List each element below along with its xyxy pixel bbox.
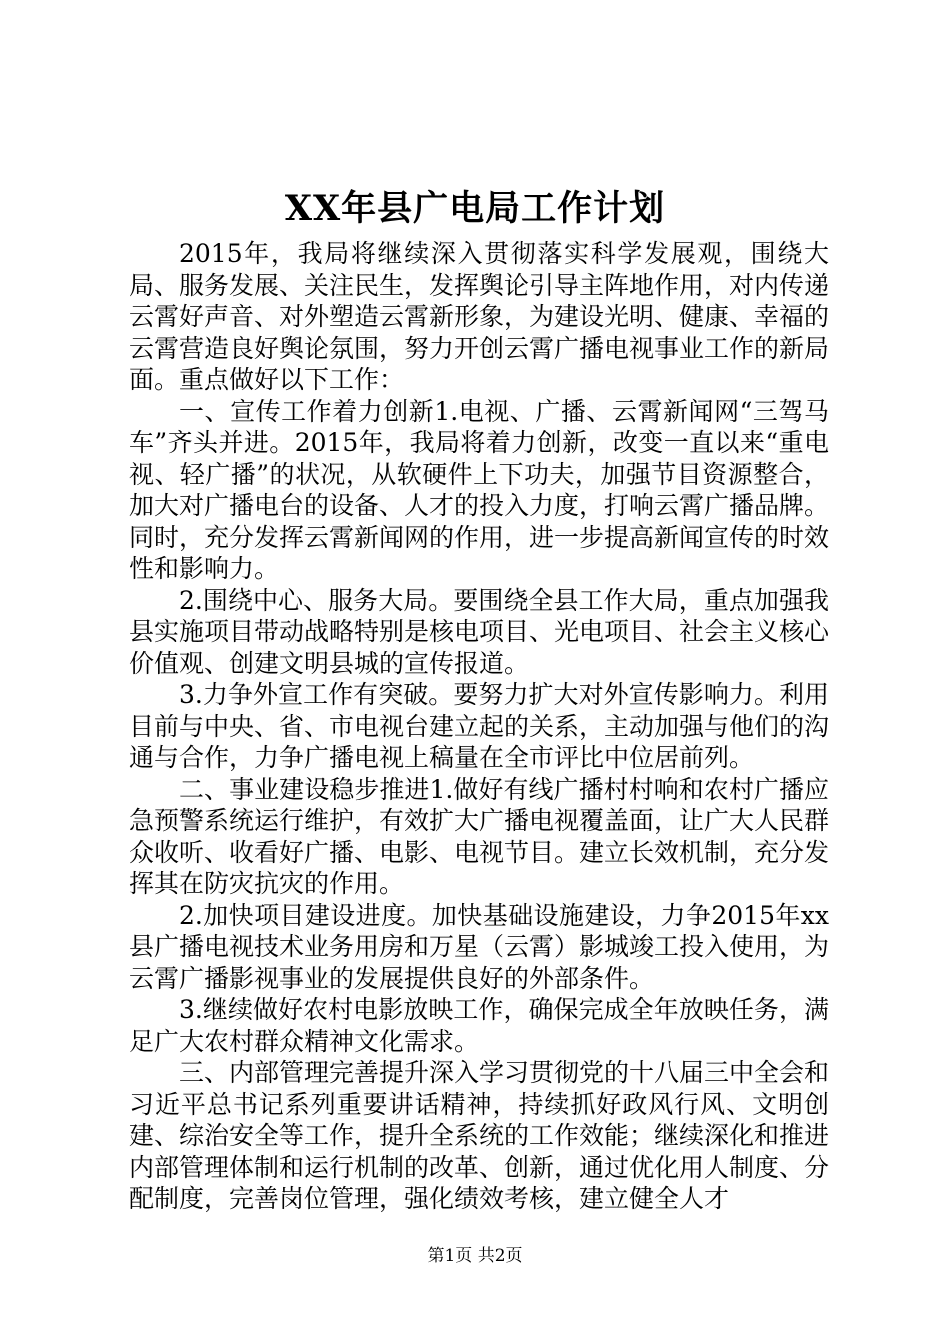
document-body	[129, 238, 829, 1215]
paragraph-construction-1: 二、事业建设稳步推进1.做好有线广播村村响和农村广播应急预警系统运行维护，有效扩大广播电视覆盖面，让广大人民群众收听、收看好广播、电影、电视节目。建立长效机制，充分发挥其在防灾抗灾的作用。	[129, 774, 830, 898]
paragraph-publicity-1: 一、宣传工作着力创新1.电视、广播、云霄新闻网“三驾马车”齐头并进。2015年，我局将着力创新，改变一直以来“重电视、轻广播”的状况，从软硬件上下功夫，加强节目资源整合，加大对广播电台的设备、人才的投入力度，打响云霄广播品牌。同时，充分发挥云霄新闻网的作用，进一步提高新闻宣传的时效性和影响力。	[129, 396, 830, 583]
paragraph-publicity-3: 3.力争外宣工作有突破。要努力扩大对外宣传影响力。利用目前与中央、省、市电视台建立起的关系，主动加强与他们的沟通与合作，力争广播电视上稿量在全市评比中位居前列。	[129, 680, 830, 772]
document-title: XX年县广电局工作计划	[284, 188, 666, 229]
paragraph-construction-3: 3.继续做好农村电影放映工作，确保完成全年放映任务，满足广大农村群众精神文化需求。	[129, 995, 829, 1056]
paragraph-publicity-2: 2.围绕中心、服务大局。要围绕全县工作大局，重点加强我县实施项目带动战略特别是核电项目、光电项目、社会主义核心价值观、创建文明县城的宣传报道。	[129, 585, 830, 678]
page-number: 第1页 共2页	[427, 1246, 523, 1266]
paragraph-management: 三、内部管理完善提升深入学习贯彻党的十八届三中全会和习近平总书记系列重要讲话精神，持续抓好政风行风、文明创建、综治安全等工作，提升全系统的工作效能；继续深化和推进内部管理体制和运行机制的改革、创新，通过优化用人制度、分配制度，完善岗位管理，强化绩效考核，建立健全人才	[129, 1058, 830, 1213]
paragraph-intro: 2015年，我局将继续深入贯彻落实科学发展观，围绕大局、服务发展、关注民生，发挥舆论引导主阵地作用，对内传递云霄好声音、对外塑造云霄新形象，为建设光明、健康、幸福的云霄营造良好舆论氛围，努力开创云霄广播电视事业工作的新局面。重点做好以下工作：	[129, 239, 830, 394]
paragraph-construction-2: 2.加快项目建设进度。加快基础设施建设，力争2015年xx县广播电视技术业务用房和万星（云霄）影城竣工投入使用，为云霄广播影视事业的发展提供良好的外部条件。	[129, 900, 830, 993]
